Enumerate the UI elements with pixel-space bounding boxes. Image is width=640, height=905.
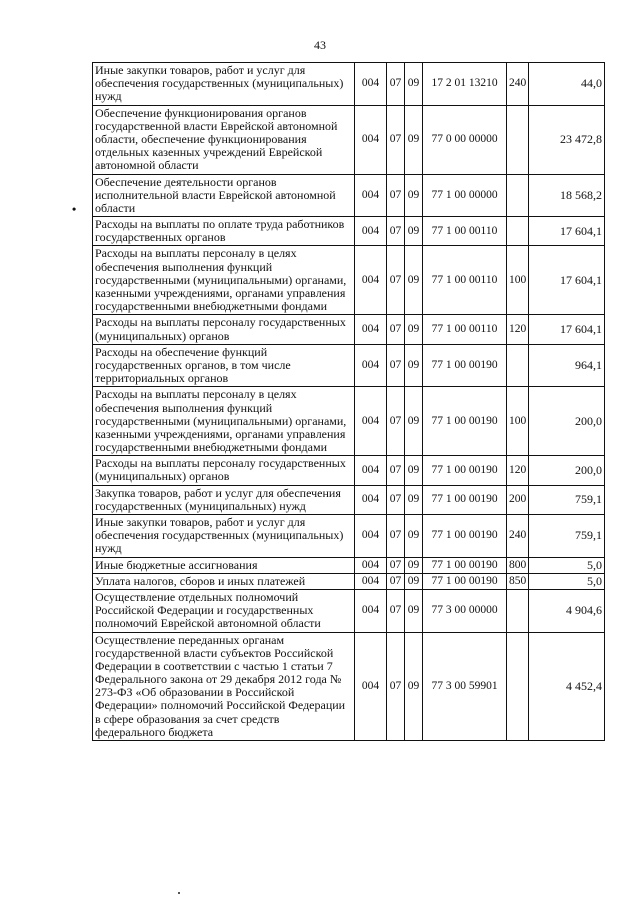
amount-cell: 5,0: [529, 557, 605, 573]
vr-code-cell: [507, 105, 529, 174]
amount-cell: 17 604,1: [529, 315, 605, 344]
ministry-code-cell: 004: [355, 456, 387, 485]
vr-code-cell: [507, 589, 529, 632]
ministry-code-cell: 004: [355, 573, 387, 589]
row-name-cell: Расходы на выплаты персоналу государственных (муниципальных) органов: [93, 315, 355, 344]
vr-code-cell: [507, 174, 529, 217]
table-row: [93, 557, 605, 573]
row-name-cell: Обеспечение функционирования органов государственной власти Еврейской автономной области, обеспечение функционирования отдельных казенных учреждений Еврейской автономной области: [93, 105, 355, 174]
subsection-code-cell: 09: [405, 485, 423, 514]
ministry-code-cell: 004: [355, 387, 387, 456]
amount-cell: 200,0: [529, 456, 605, 485]
ministry-code-cell: 004: [355, 63, 387, 106]
margin-bullet: •: [72, 202, 77, 216]
page-number: 43: [314, 38, 326, 52]
csr-code-cell: 77 3 00 59901: [423, 632, 507, 741]
budget-table-body: [93, 63, 605, 741]
vr-code-cell: 120: [507, 456, 529, 485]
row-name-cell: Уплата налогов, сборов и иных платежей: [93, 573, 355, 589]
subsection-code-cell: 09: [405, 573, 423, 589]
csr-code-cell: 77 1 00 00190: [423, 485, 507, 514]
table-row: [93, 589, 605, 632]
table-row: [93, 515, 605, 558]
section-code-cell: 07: [387, 589, 405, 632]
csr-code-cell: 77 1 00 00190: [423, 557, 507, 573]
subsection-code-cell: 09: [405, 246, 423, 315]
table-row: [93, 344, 605, 387]
subsection-code-cell: 09: [405, 557, 423, 573]
vr-code-cell: [507, 217, 529, 246]
amount-cell: 759,1: [529, 485, 605, 514]
subsection-code-cell: 09: [405, 515, 423, 558]
section-code-cell: 07: [387, 217, 405, 246]
amount-cell: 5,0: [529, 573, 605, 589]
vr-code-cell: 100: [507, 387, 529, 456]
subsection-code-cell: 09: [405, 217, 423, 246]
row-name-cell: Иные бюджетные ассигнования: [93, 557, 355, 573]
row-name-cell: Расходы на выплаты по оплате труда работников государственных органов: [93, 217, 355, 246]
ministry-code-cell: 004: [355, 485, 387, 514]
row-name-cell: Расходы на выплаты персоналу государственных (муниципальных) органов: [93, 456, 355, 485]
csr-code-cell: 77 3 00 00000: [423, 589, 507, 632]
amount-cell: 23 472,8: [529, 105, 605, 174]
ministry-code-cell: 004: [355, 217, 387, 246]
amount-cell: 44,0: [529, 63, 605, 106]
section-code-cell: 07: [387, 456, 405, 485]
row-name-cell: Обеспечение деятельности органов исполнительной власти Еврейской автономной области: [93, 174, 355, 217]
csr-code-cell: 77 1 00 00190: [423, 515, 507, 558]
table-row: [93, 63, 605, 106]
csr-code-cell: 77 1 00 00110: [423, 246, 507, 315]
amount-cell: 200,0: [529, 387, 605, 456]
csr-code-cell: 77 0 00 00000: [423, 105, 507, 174]
section-code-cell: 07: [387, 246, 405, 315]
table-row: [93, 174, 605, 217]
section-code-cell: 07: [387, 485, 405, 514]
subsection-code-cell: 09: [405, 105, 423, 174]
row-name-cell: Расходы на выплаты персоналу в целях обеспечения выполнения функций государственными (муниципальными) органами, казенными учреждениями, органами управления государственными внебюджетными фондами: [93, 246, 355, 315]
section-code-cell: 07: [387, 387, 405, 456]
subsection-code-cell: 09: [405, 344, 423, 387]
ministry-code-cell: 004: [355, 344, 387, 387]
ministry-code-cell: 004: [355, 105, 387, 174]
table-row: [93, 246, 605, 315]
csr-code-cell: 17 2 01 13210: [423, 63, 507, 106]
vr-code-cell: 120: [507, 315, 529, 344]
subsection-code-cell: 09: [405, 456, 423, 485]
row-name-cell: Расходы на обеспечение функций государственных органов, в том числе территориальных органов: [93, 344, 355, 387]
csr-code-cell: 77 1 00 00190: [423, 573, 507, 589]
section-code-cell: 07: [387, 632, 405, 741]
budget-table: [92, 62, 605, 741]
amount-cell: 17 604,1: [529, 246, 605, 315]
csr-code-cell: 77 1 00 00190: [423, 456, 507, 485]
csr-code-cell: 77 1 00 00110: [423, 217, 507, 246]
amount-cell: 18 568,2: [529, 174, 605, 217]
table-row: [93, 217, 605, 246]
row-name-cell: Осуществление переданных органам государственной власти субъектов Российской Федерации в соответствии с частью 1 статьи 7 Федерального закона от 29 декабря 2012 года № 273-ФЗ «Об образовании в Российской Федерации» полномочий Российской Федерации в сфере образования за счет средств федерального бюджета: [93, 632, 355, 741]
amount-cell: 17 604,1: [529, 217, 605, 246]
table-row: [93, 456, 605, 485]
ministry-code-cell: 004: [355, 589, 387, 632]
vr-code-cell: 240: [507, 515, 529, 558]
section-code-cell: 07: [387, 515, 405, 558]
vr-code-cell: [507, 344, 529, 387]
ministry-code-cell: 004: [355, 557, 387, 573]
table-row: [93, 315, 605, 344]
ministry-code-cell: 004: [355, 315, 387, 344]
vr-code-cell: 240: [507, 63, 529, 106]
section-code-cell: 07: [387, 557, 405, 573]
section-code-cell: 07: [387, 573, 405, 589]
subsection-code-cell: 09: [405, 174, 423, 217]
table-row: [93, 632, 605, 741]
csr-code-cell: 77 1 00 00110: [423, 315, 507, 344]
table-row: [93, 485, 605, 514]
row-name-cell: Закупка товаров, работ и услуг для обеспечения государственных (муниципальных) нужд: [93, 485, 355, 514]
table-row: [93, 573, 605, 589]
amount-cell: 759,1: [529, 515, 605, 558]
vr-code-cell: 200: [507, 485, 529, 514]
scan-speck: [178, 892, 180, 894]
ministry-code-cell: 004: [355, 246, 387, 315]
vr-code-cell: 800: [507, 557, 529, 573]
csr-code-cell: 77 1 00 00190: [423, 387, 507, 456]
ministry-code-cell: 004: [355, 632, 387, 741]
amount-cell: 4 904,6: [529, 589, 605, 632]
subsection-code-cell: 09: [405, 315, 423, 344]
table-row: [93, 105, 605, 174]
row-name-cell: Иные закупки товаров, работ и услуг для обеспечения государственных (муниципальных) нужд: [93, 63, 355, 106]
csr-code-cell: 77 1 00 00190: [423, 344, 507, 387]
row-name-cell: Расходы на выплаты персоналу в целях обеспечения выполнения функций государственными (муниципальными) органами, казенными учреждениями, органами управления государственными внебюджетными фондами: [93, 387, 355, 456]
subsection-code-cell: 09: [405, 632, 423, 741]
subsection-code-cell: 09: [405, 589, 423, 632]
section-code-cell: 07: [387, 105, 405, 174]
table-row: [93, 387, 605, 456]
subsection-code-cell: 09: [405, 387, 423, 456]
vr-code-cell: [507, 632, 529, 741]
section-code-cell: 07: [387, 174, 405, 217]
ministry-code-cell: 004: [355, 515, 387, 558]
amount-cell: 4 452,4: [529, 632, 605, 741]
vr-code-cell: 850: [507, 573, 529, 589]
section-code-cell: 07: [387, 63, 405, 106]
row-name-cell: Иные закупки товаров, работ и услуг для обеспечения государственных (муниципальных) нужд: [93, 515, 355, 558]
csr-code-cell: 77 1 00 00000: [423, 174, 507, 217]
vr-code-cell: 100: [507, 246, 529, 315]
section-code-cell: 07: [387, 315, 405, 344]
subsection-code-cell: 09: [405, 63, 423, 106]
row-name-cell: Осуществление отдельных полномочий Российской Федерации и государственных полномочий Еврейской автономной области: [93, 589, 355, 632]
section-code-cell: 07: [387, 344, 405, 387]
amount-cell: 964,1: [529, 344, 605, 387]
ministry-code-cell: 004: [355, 174, 387, 217]
